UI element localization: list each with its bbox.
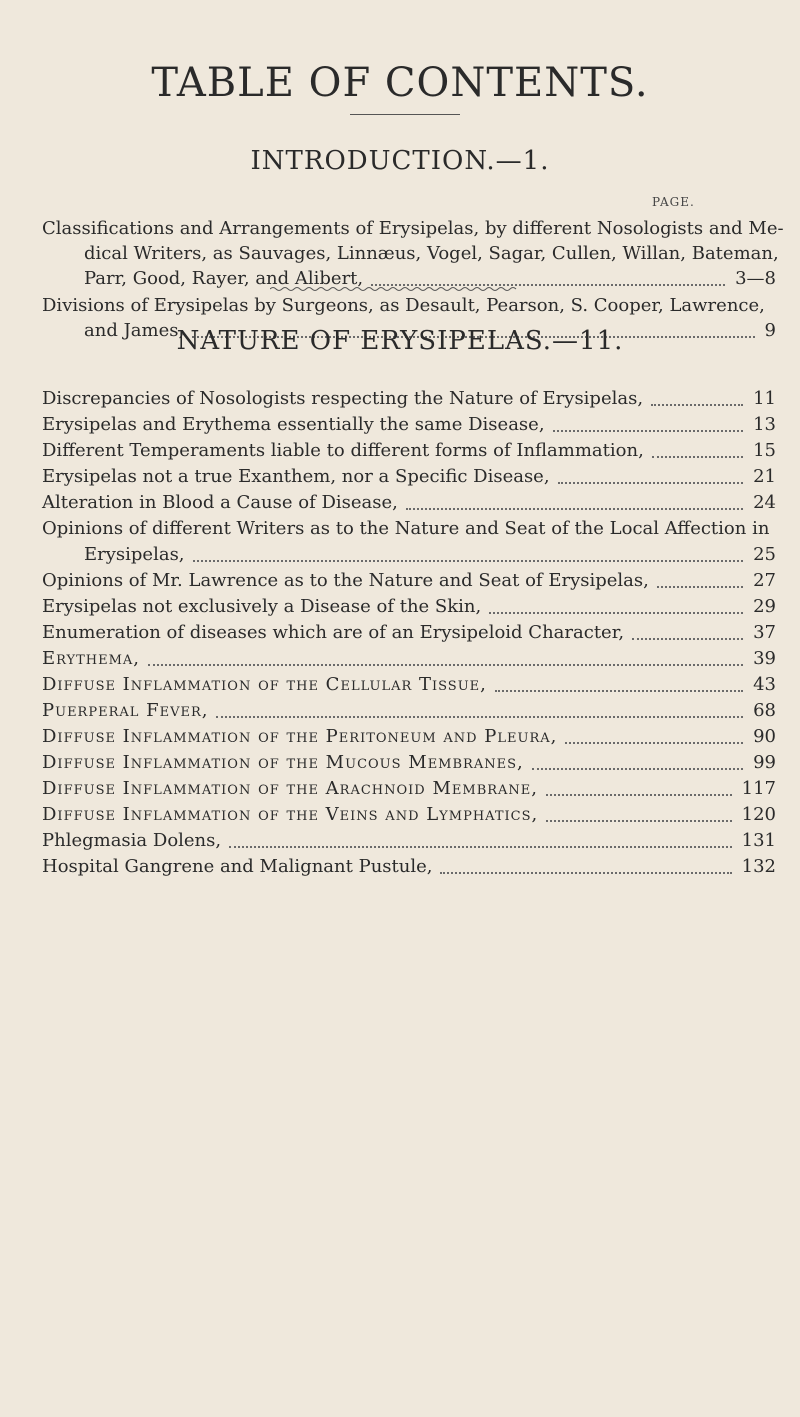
toc-page-number: 21 <box>753 466 776 487</box>
toc-entry-text: Diffuse Inflammation of the Mucous Membranes, <box>42 752 524 773</box>
toc-entry-text: Enumeration of diseases which are of an Erysipeloid Character, <box>42 622 625 643</box>
toc-entry-text: Hospital Gangrene and Malignant Pustule, <box>42 856 433 877</box>
toc-page-number: 131 <box>741 830 776 851</box>
dot-leader <box>546 784 732 796</box>
toc-page-number: 11 <box>753 388 776 409</box>
section-heading-introduction: INTRODUCTION.—1. <box>250 146 550 176</box>
dot-leader <box>148 654 743 666</box>
toc-page-number: 27 <box>753 570 776 591</box>
toc-page-number: 37 <box>753 622 776 643</box>
toc-page-number: 29 <box>753 596 776 617</box>
dot-leader <box>229 836 732 848</box>
dot-leader <box>657 576 743 588</box>
toc-entry-text: Opinions of different Writers as to the Nature and Seat of the Local Affection in <box>42 518 770 539</box>
toc-entry-text: Diffuse Inflammation of the Veins and Lymphatics, <box>42 804 539 825</box>
dot-leader <box>632 628 743 640</box>
dot-leader <box>558 472 743 484</box>
toc-page-number: 24 <box>753 492 776 513</box>
toc-page-number: 25 <box>753 544 776 565</box>
dot-leader <box>489 602 743 614</box>
toc-entry-text: Discrepancies of Nosologists respecting the Nature of Erysipelas, <box>42 388 644 409</box>
toc-entry-text: Erythema, <box>42 648 141 669</box>
toc-entry-text: Divisions of Erysipelas by Surgeons, as Desault, Pearson, S. Cooper, Lawrence, <box>42 295 765 316</box>
dot-leader <box>553 420 743 432</box>
dot-leader <box>651 394 743 406</box>
toc-entry-text: Opinions of Mr. Lawrence as to the Nature and Seat of Erysipelas, <box>42 570 649 591</box>
dot-leader <box>652 446 743 458</box>
wavy-rule <box>270 286 520 292</box>
dot-leader <box>495 680 743 692</box>
toc-entry-text: Erysipelas not a true Exanthem, nor a Specific Disease, <box>42 466 550 487</box>
dot-leader <box>440 862 732 874</box>
toc-page-number: 43 <box>753 674 776 695</box>
toc-entry-text: Diffuse Inflammation of the Peritoneum and Pleura, <box>42 726 558 747</box>
toc-entry-text: Erysipelas and Erythema essentially the same Disease, <box>42 414 545 435</box>
toc-page-number: 15 <box>753 440 776 461</box>
title-rule <box>350 114 460 115</box>
toc-entry-text: and James, <box>84 320 185 341</box>
toc-entry-text: Diffuse Inflammation of the Cellular Tissue, <box>42 674 487 695</box>
toc-page-number: 68 <box>753 700 776 721</box>
toc-page-number: 99 <box>753 752 776 773</box>
toc-entry-text: Erysipelas, <box>84 544 185 565</box>
dot-leader <box>546 810 732 822</box>
toc-page-number: 90 <box>753 726 776 747</box>
toc-page-number: 3—8 <box>735 268 776 289</box>
toc-page-number: 117 <box>741 778 776 799</box>
toc-entry-text: dical Writers, as Sauvages, Linnæus, Vogel, Sagar, Cullen, Willan, Bateman, <box>84 243 779 264</box>
section-heading-nature: NATURE OF ERYSIPELAS.—11. <box>176 326 624 356</box>
dot-leader <box>565 732 743 744</box>
toc-entry-text: Different Temperaments liable to different forms of Inflammation, <box>42 440 644 461</box>
dot-leader <box>532 758 743 770</box>
toc-entry-text: Erysipelas not exclusively a Disease of the Skin, <box>42 596 482 617</box>
toc-page-number: 9 <box>764 320 776 341</box>
toc-page-number: 13 <box>753 414 776 435</box>
dot-leader <box>406 498 743 510</box>
toc-entry-text: Diffuse Inflammation of the Arachnoid Membrane, <box>42 778 539 799</box>
toc-entry-text: Phlegmasia Dolens, <box>42 830 222 851</box>
toc-entry-text: Puerperal Fever, <box>42 700 209 721</box>
toc-page-number: 132 <box>741 856 776 877</box>
dot-leader <box>371 274 725 286</box>
page-column-label: PAGE. <box>652 195 695 209</box>
page-title: TABLE OF CONTENTS. <box>151 60 649 106</box>
dot-leader <box>216 706 743 718</box>
toc-page-number: 39 <box>753 648 776 669</box>
toc-page-number: 120 <box>741 804 776 825</box>
toc-entry-text: Parr, Good, Rayer, and Alibert, <box>84 268 364 289</box>
dot-leader <box>193 550 743 562</box>
toc-entry-text: Alteration in Blood a Cause of Disease, <box>42 492 398 513</box>
toc-entry-text: Classifications and Arrangements of Erysipelas, by different Nosologists and Me- <box>42 218 784 239</box>
